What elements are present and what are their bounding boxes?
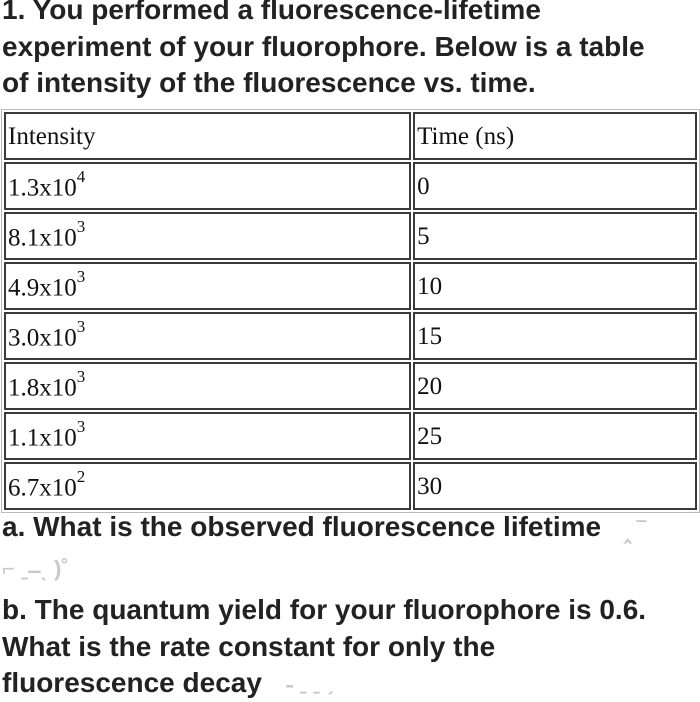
intensity-exponent: 3	[76, 216, 86, 236]
time-cell: 0	[413, 162, 697, 210]
intensity-cell	[4, 312, 411, 360]
time-cell: 25	[413, 412, 697, 460]
time-cell: 5	[413, 212, 697, 260]
table-header-row	[4, 112, 697, 160]
intensity-cell	[4, 412, 411, 460]
smudge-mark: ‸ ‾	[624, 518, 645, 543]
intensity-exponent: 2	[76, 466, 86, 486]
intensity-exponent: 3	[76, 416, 86, 436]
table-row	[4, 162, 697, 210]
intensity-cell	[4, 462, 411, 510]
table-row	[4, 462, 697, 510]
time-cell: 20	[413, 362, 697, 410]
question-intro-line-1: 1. You performed a fluorescence-lifetime	[2, 0, 541, 25]
intensity-cell	[4, 262, 411, 310]
intensity-time-table	[1, 109, 700, 513]
question-intro-line-2: experiment of your fluorophore. Below is a table	[2, 30, 645, 62]
intensity-mantissa: 8.1x10	[8, 224, 77, 252]
intensity-cell	[4, 212, 411, 260]
question-part-b-line-2: What is the rate constant for only the	[2, 630, 496, 662]
header-time: Time (ns)	[413, 112, 697, 160]
intensity-exponent: 3	[76, 316, 86, 336]
question-intro-line-3: of intensity of the fluorescence vs. time.	[2, 67, 536, 98]
intensity-mantissa: 1.3x10	[8, 174, 77, 202]
intensity-mantissa: 1.1x10	[8, 424, 77, 452]
intensity-mantissa: 4.9x10	[8, 274, 77, 302]
intensity-cell	[4, 162, 411, 210]
intensity-mantissa: 6.7x10	[8, 474, 77, 502]
question-intro	[2, 0, 645, 102]
smudge-mark: ˗ ˍ ˍ ˏ	[286, 670, 334, 695]
table-row	[4, 412, 697, 460]
intensity-mantissa: 3.0x10	[8, 324, 77, 352]
intensity-exponent: 4	[76, 166, 86, 186]
question-part-b-line-1: b. The quantum yield for your fluorophore is 0.6.	[2, 594, 647, 625]
table-row	[4, 312, 697, 360]
table-row	[4, 262, 697, 310]
time-cell: 15	[413, 312, 697, 360]
time-cell: 30	[413, 462, 697, 510]
smudge-mark: ⌐ ˍ ̶ ˎ )˚	[2, 556, 69, 581]
table-row	[4, 212, 697, 260]
intensity-exponent: 3	[76, 266, 86, 286]
question-part-a: a. What is the observed fluorescence lifetime	[2, 511, 602, 542]
table-row	[4, 362, 697, 410]
intensity-mantissa: 1.8x10	[8, 374, 77, 402]
question-part-b-line-3: fluorescence decay	[2, 667, 262, 698]
intensity-exponent: 3	[76, 366, 86, 386]
time-cell: 10	[413, 262, 697, 310]
header-intensity: Intensity	[4, 112, 411, 160]
intensity-cell	[4, 362, 411, 410]
